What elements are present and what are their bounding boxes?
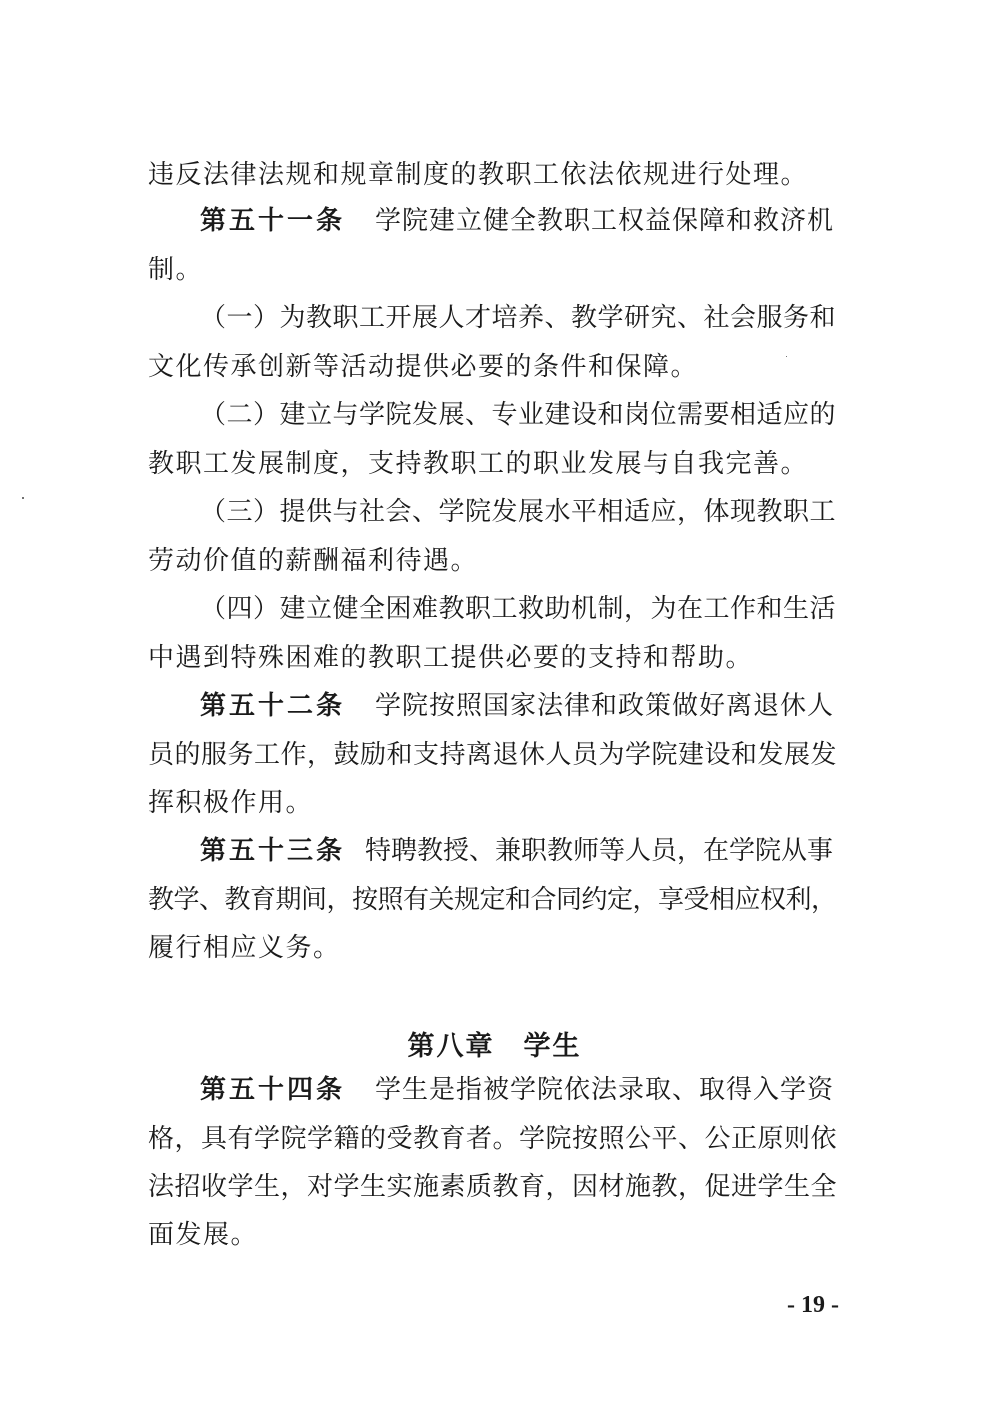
text-line: 文化传承创新等活动提供必要的条件和保障。	[148, 352, 699, 382]
text-line: 挥积极作用。	[148, 788, 314, 818]
article-51-line	[200, 204, 838, 238]
text-line: 制。	[148, 255, 204, 285]
item-3-line: （三）提供与社会、学院发展水平相适应，体现教职工	[200, 497, 837, 527]
text-line: 面发展。	[148, 1220, 259, 1250]
article-52-heading: 第五十二条	[200, 691, 346, 721]
text-line: 违反法律法规和规章制度的教职工依法依规进行处理。	[148, 160, 809, 190]
article-52-line	[200, 689, 838, 723]
text-line: 教学、教育期间，按照有关规定和合同约定，享受相应权利，	[148, 885, 837, 915]
article-52-text: 学院按照国家法律和政策做好离退休人	[375, 691, 835, 721]
article-53-text: 特聘教授、兼职教师等人员，在学院从事	[365, 836, 834, 866]
text-line: 法招收学生，对学生实施素质教育，因材施教，促进学生全	[148, 1172, 838, 1202]
article-53-heading: 第五十三条	[200, 836, 346, 866]
article-54-text: 学生是指被学院依法录取、取得入学资	[375, 1075, 835, 1105]
text-line: 中遇到特殊困难的教职工提供必要的支持和帮助。	[148, 643, 754, 673]
article-53-line	[200, 834, 838, 868]
text-line: 员的服务工作，鼓励和支持离退休人员为学院建设和发展发	[148, 740, 838, 770]
page-number: - 19 -	[787, 1292, 839, 1318]
text-line: 劳动价值的薪酬福利待遇。	[148, 546, 479, 576]
article-54-heading: 第五十四条	[200, 1075, 346, 1105]
item-2-line: （二）建立与学院发展、专业建设和岗位需要相适应的	[200, 400, 837, 430]
article-54-line	[200, 1073, 838, 1107]
scan-speck	[22, 497, 24, 499]
item-4-line: （四）建立健全困难教职工救助机制，为在工作和生活	[200, 594, 837, 624]
scan-speck	[786, 356, 787, 357]
text-line: 教职工发展制度，支持教职工的职业发展与自我完善。	[148, 449, 809, 479]
article-51-text: 学院建立健全教职工权益保障和救济机	[375, 206, 835, 236]
text-line: 格，具有学院学籍的受教育者。学院按照公平、公正原则依	[148, 1124, 838, 1154]
article-51-heading: 第五十一条	[200, 206, 346, 236]
item-1-line: （一）为教职工开展人才培养、教学研究、社会服务和	[200, 303, 837, 333]
text-line: 履行相应义务。	[148, 933, 341, 963]
chapter-heading: 第八章 学生	[407, 1031, 582, 1062]
